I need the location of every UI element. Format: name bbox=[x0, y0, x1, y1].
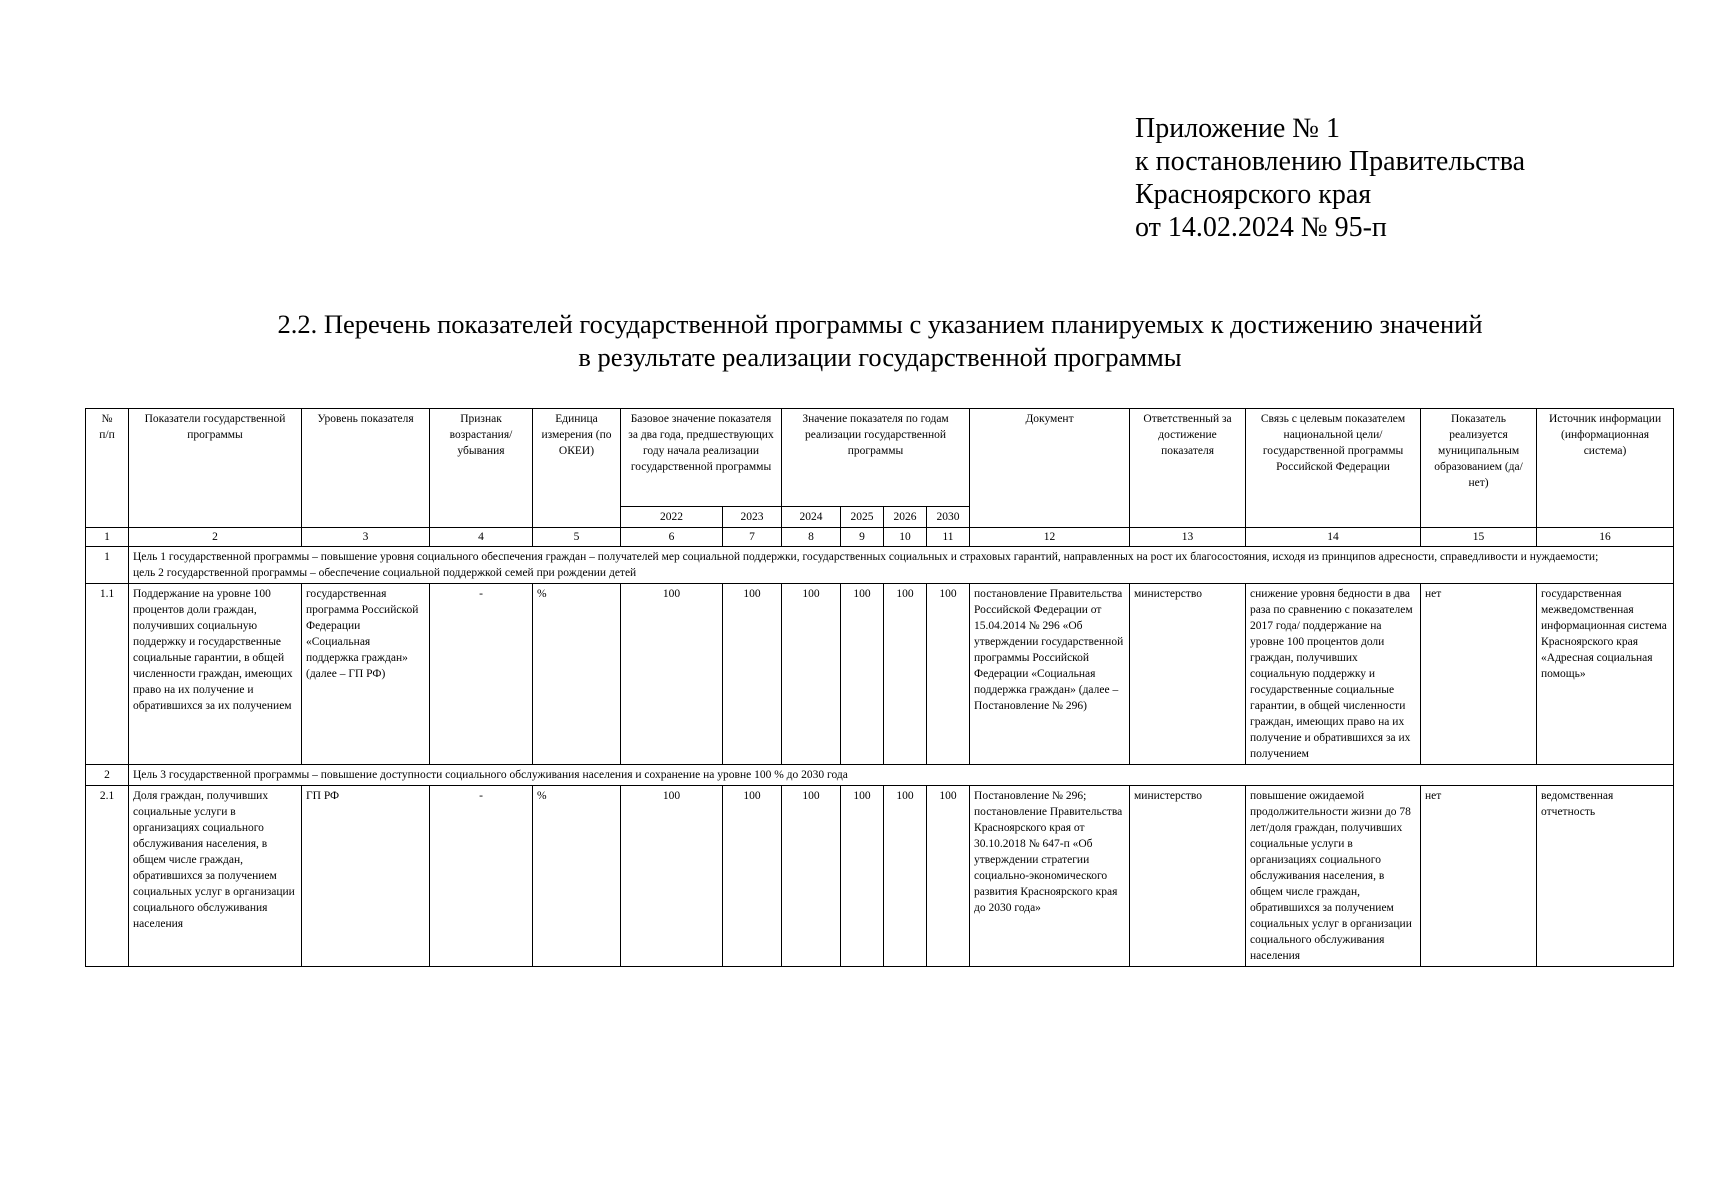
title-line-2: в результате реализации государственной программы bbox=[578, 342, 1182, 372]
appendix-block bbox=[1135, 112, 1525, 244]
row-2-v2022: 100 bbox=[621, 786, 723, 967]
year-2026: 2026 bbox=[884, 507, 927, 528]
row-2-v2026: 100 bbox=[884, 786, 927, 967]
row-1-level: государственная программа Российской Федерации «Социальная поддержка граждан» (далее – ГП РФ) bbox=[302, 584, 430, 765]
column-number: 1 bbox=[86, 528, 129, 547]
row-2-responsible: министерство bbox=[1130, 786, 1246, 967]
column-number: 3 bbox=[302, 528, 430, 547]
column-number: 8 bbox=[782, 528, 841, 547]
row-1-v2026: 100 bbox=[884, 584, 927, 765]
header-document: Документ bbox=[970, 409, 1130, 528]
column-number: 16 bbox=[1537, 528, 1674, 547]
row-1-unit: % bbox=[533, 584, 621, 765]
row-1-source: государственная межведомственная информационная система Красноярского края «Адресная социальная помощь» bbox=[1537, 584, 1674, 765]
header-num: № п/п bbox=[86, 409, 129, 528]
row-1-v2025: 100 bbox=[841, 584, 884, 765]
year-2024: 2024 bbox=[782, 507, 841, 528]
row-1-municipal: нет bbox=[1421, 584, 1537, 765]
row-2-num: 2.1 bbox=[86, 786, 129, 967]
row-2-unit: % bbox=[533, 786, 621, 967]
row-2-sign: - bbox=[430, 786, 533, 967]
header-source: Источник информации (информационная система) bbox=[1537, 409, 1674, 528]
header-level: Уровень показателя bbox=[302, 409, 430, 528]
year-2030: 2030 bbox=[927, 507, 970, 528]
goal-2-num: 2 bbox=[86, 765, 129, 786]
appendix-line-1: Приложение № 1 bbox=[1135, 113, 1340, 144]
goal-row-2 bbox=[86, 765, 1674, 786]
column-number: 2 bbox=[129, 528, 302, 547]
column-number: 15 bbox=[1421, 528, 1537, 547]
header-unit: Единица измерения (по ОКЕИ) bbox=[533, 409, 621, 528]
row-2-v2023: 100 bbox=[723, 786, 782, 967]
column-number: 14 bbox=[1246, 528, 1421, 547]
document-title bbox=[85, 308, 1675, 374]
header-base: Базовое значение показателя за два года, предшествующих году начала реализации государственной программы bbox=[621, 409, 782, 507]
column-number: 13 bbox=[1130, 528, 1246, 547]
header-indicators: Показатели государственной программы bbox=[129, 409, 302, 528]
row-1-responsible: министерство bbox=[1130, 584, 1246, 765]
column-number: 9 bbox=[841, 528, 884, 547]
row-2-indicator: Доля граждан, получивших социальные услуги в организациях социального обслуживания населения, в общем числе граждан, обратившихся за получением социальных услуг в организации социального обслуживания населения bbox=[129, 786, 302, 967]
table-row bbox=[86, 584, 1674, 765]
column-number: 7 bbox=[723, 528, 782, 547]
row-1-v2030: 100 bbox=[927, 584, 970, 765]
goal-1-text: Цель 1 государственной программы – повышение уровня социального обеспечения граждан – получателей мер социальной поддержки, государственных социальных и страховых гарантий, направленных на рост их благосостояния, исходя из принципов адресности, справедливости и нуждаемости; цель 2 государственной программы – обеспечение социальной поддержкой семей при рождении детей bbox=[129, 547, 1674, 584]
year-2025: 2025 bbox=[841, 507, 884, 528]
title-line-1: 2.2. Перечень показателей государственной программы с указанием планируемых к достижению значений bbox=[277, 309, 1483, 339]
column-number: 11 bbox=[927, 528, 970, 547]
row-1-document: постановление Правительства Российской Федерации от 15.04.2014 № 296 «Об утверждении государственной программы Российской Федерации «Социальная поддержка граждан» (далее – Постановление № 296) bbox=[970, 584, 1130, 765]
appendix-line-4: от 14.02.2024 № 95-п bbox=[1135, 212, 1387, 243]
header-municipal: Показатель реализуется муниципальным образованием (да/нет) bbox=[1421, 409, 1537, 528]
row-1-indicator: Поддержание на уровне 100 процентов доли граждан, получивших социальную поддержку и государственные социальные гарантии, в общей численности граждан, имеющих право на их получение и обратившихся за их получением bbox=[129, 584, 302, 765]
row-1-v2023: 100 bbox=[723, 584, 782, 765]
row-1-v2022: 100 bbox=[621, 584, 723, 765]
header-sign: Признак возрастания/ убывания bbox=[430, 409, 533, 528]
row-2-document: Постановление № 296; постановление Правительства Красноярского края от 30.10.2018 № 647-п «Об утверждении стратегии социально-экономического развития Красноярского края до 2030 года» bbox=[970, 786, 1130, 967]
goal-1-num: 1 bbox=[86, 547, 129, 584]
row-1-v2024: 100 bbox=[782, 584, 841, 765]
row-1-sign: - bbox=[430, 584, 533, 765]
row-2-link: повышение ожидаемой продолжительности жизни до 78 лет/доля граждан, получивших социальные услуги в организациях социального обслуживания населения, в общем числе граждан, обратившихся за получением социальных услуг в организации социального обслуживания населения bbox=[1246, 786, 1421, 967]
column-number: 5 bbox=[533, 528, 621, 547]
appendix-line-2: к постановлению Правительства bbox=[1135, 146, 1526, 177]
row-1-num: 1.1 bbox=[86, 584, 129, 765]
column-number: 10 bbox=[884, 528, 927, 547]
header-link: Связь с целевым показателем национальной цели/государственной программы Российской Федерации bbox=[1246, 409, 1421, 528]
column-number: 6 bbox=[621, 528, 723, 547]
row-1-link: снижение уровня бедности в два раза по сравнению с показателем 2017 года/ поддержание на уровне 100 процентов доли граждан, получивших социальную поддержку и государственные социальные гарантии, в общей численности граждан, имеющих право на их получение и обратившихся за их получением bbox=[1246, 584, 1421, 765]
year-2022: 2022 bbox=[621, 507, 723, 528]
row-2-level: ГП РФ bbox=[302, 786, 430, 967]
row-2-v2025: 100 bbox=[841, 786, 884, 967]
row-2-municipal: нет bbox=[1421, 786, 1537, 967]
header-row bbox=[86, 409, 1674, 507]
table-row bbox=[86, 786, 1674, 967]
year-2023: 2023 bbox=[723, 507, 782, 528]
row-2-source: ведомственная отчетность bbox=[1537, 786, 1674, 967]
row-2-v2030: 100 bbox=[927, 786, 970, 967]
goal-2-text: Цель 3 государственной программы – повышение доступности социального обслуживания населения и сохранение на уровне 100 % до 2030 года bbox=[129, 765, 1674, 786]
header-responsible: Ответственный за достижение показателя bbox=[1130, 409, 1246, 528]
indicators-table bbox=[85, 408, 1674, 967]
column-number: 12 bbox=[970, 528, 1130, 547]
row-2-v2024: 100 bbox=[782, 786, 841, 967]
column-number-row bbox=[86, 528, 1674, 547]
appendix-line-3: Красноярского края bbox=[1135, 179, 1372, 210]
header-values: Значение показателя по годам реализации государственной программы bbox=[782, 409, 970, 507]
column-number: 4 bbox=[430, 528, 533, 547]
goal-row-1 bbox=[86, 547, 1674, 584]
